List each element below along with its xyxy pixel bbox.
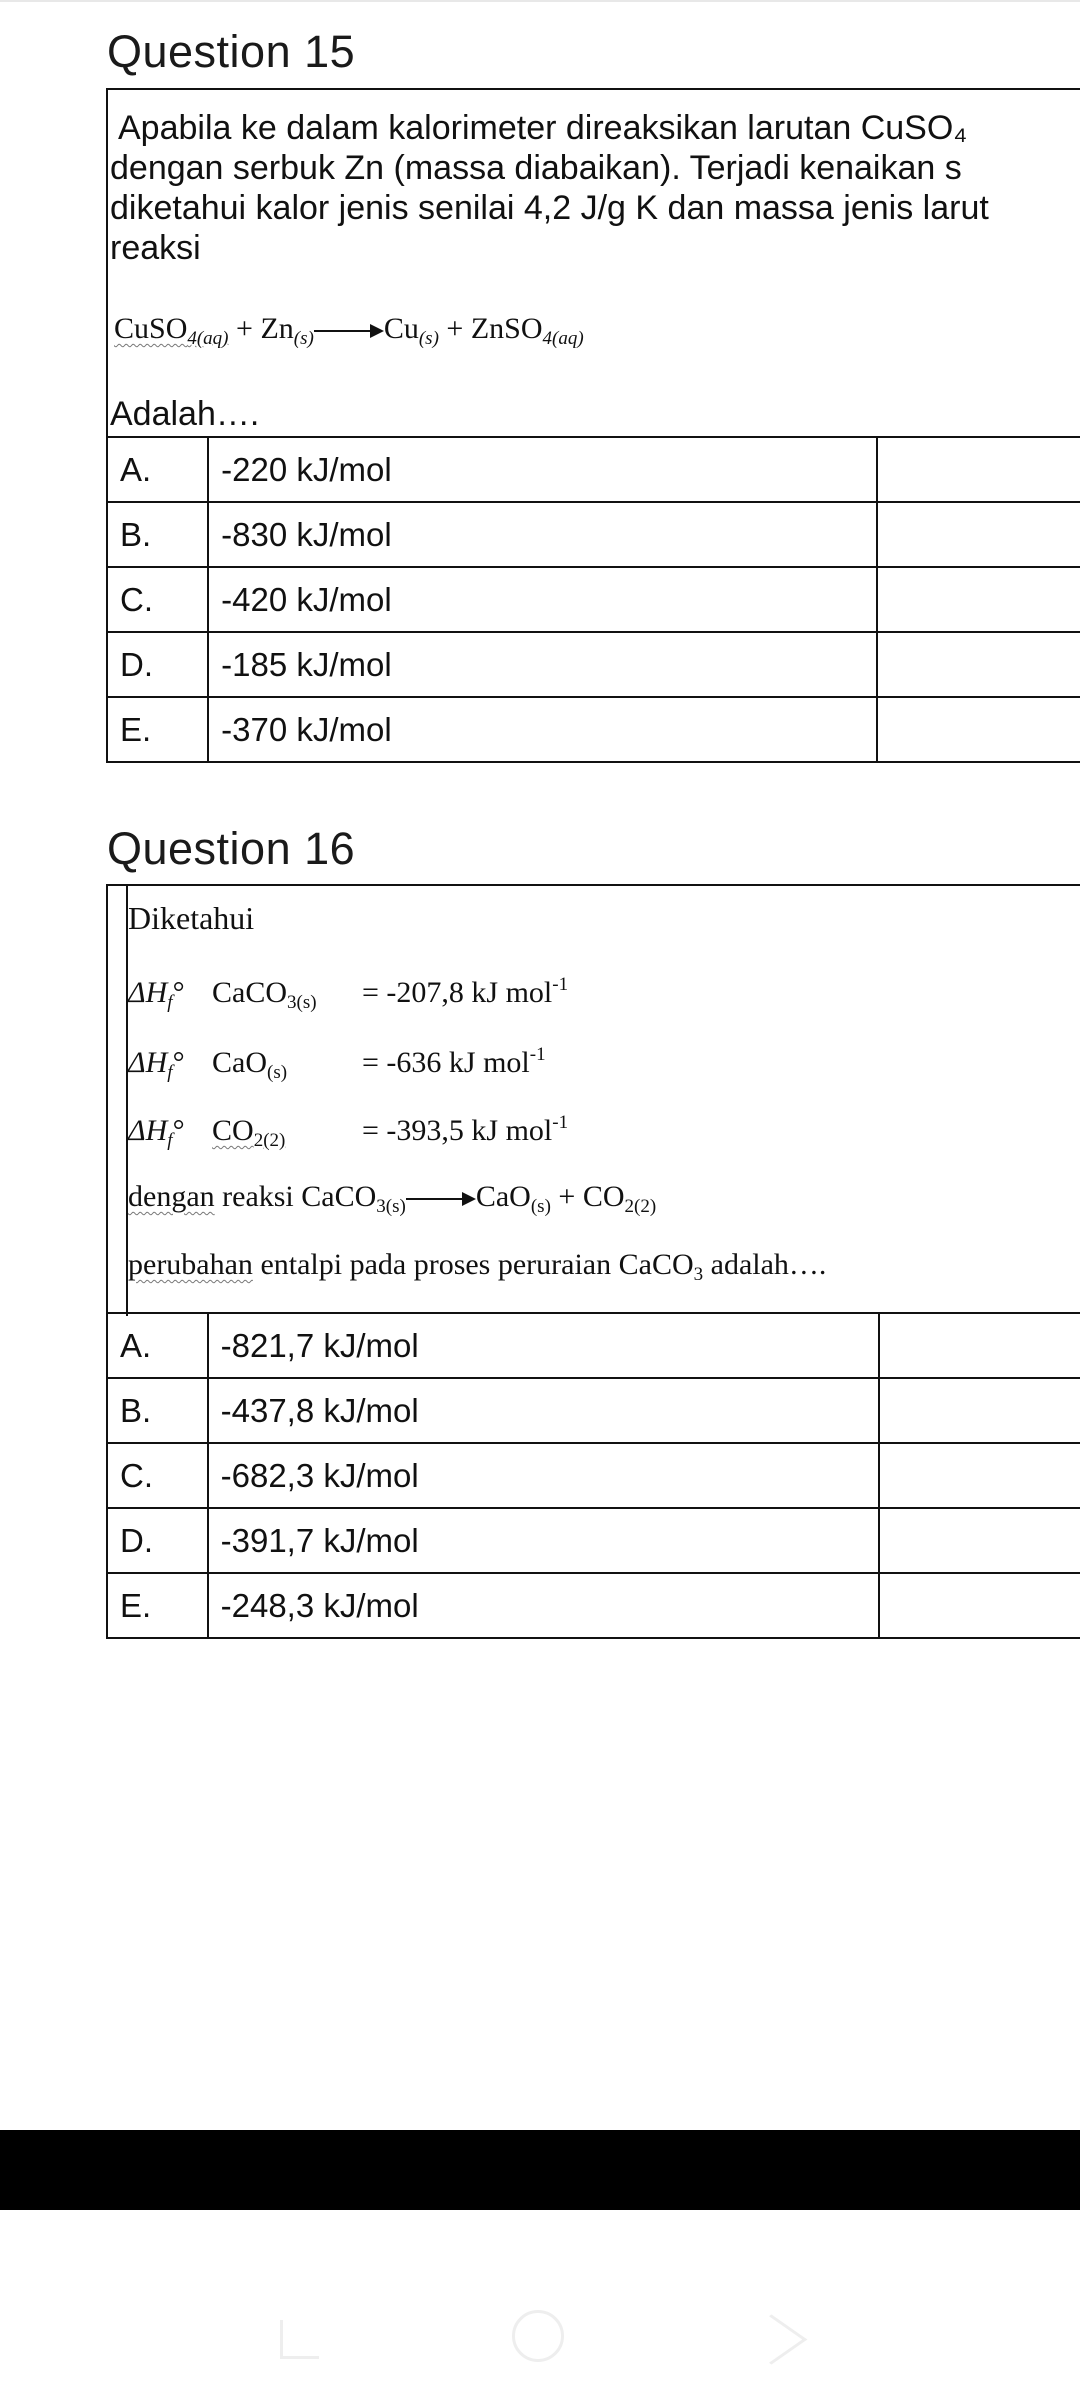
option-letter: D. — [107, 632, 208, 697]
option-letter: B. — [107, 502, 208, 567]
answer-option-row[interactable] — [107, 1573, 1080, 1638]
answer-option-row[interactable] — [107, 697, 1080, 762]
q15-options-table — [106, 436, 1080, 763]
answer-option-row[interactable] — [107, 567, 1080, 632]
option-text: -437,8 kJ/mol — [208, 1378, 879, 1443]
question-16-body — [106, 884, 1080, 1314]
question-15-title: Question 15 — [107, 26, 356, 77]
q16-enthalpy-row: $\Delta H_f^\circ$ $CO_{2(2)} = -393,5$ kJ mol$^{-1}$ — [128, 1112, 569, 1151]
q15-line-3: diketahui kalor jenis senilai 4,2 J/g K dan massa jenis larut — [110, 189, 989, 227]
option-answer-cell[interactable] — [877, 502, 1080, 567]
top-divider — [0, 0, 1080, 2]
option-answer-cell[interactable] — [879, 1573, 1080, 1638]
question-15-body — [106, 88, 1080, 438]
option-letter: C. — [107, 567, 208, 632]
q15-closing: Adalah…. — [110, 395, 260, 433]
q15-line-4: reaksi — [110, 229, 201, 267]
option-text: -370 kJ/mol — [208, 697, 877, 762]
option-answer-cell[interactable] — [879, 1378, 1080, 1443]
option-answer-cell[interactable] — [879, 1508, 1080, 1573]
q16-enthalpy-row: $\Delta H_f^\circ$ CaCO$_{3(s)}$ = -207,8 kJ mol$^{-1}$ — [128, 974, 569, 1013]
option-text: -185 kJ/mol — [208, 632, 877, 697]
option-answer-cell[interactable] — [877, 437, 1080, 502]
option-letter: A. — [107, 1313, 208, 1378]
reaction-arrow-icon — [314, 316, 384, 346]
question-16-title: Question 16 — [107, 823, 356, 874]
q15-line-2: dengan serbuk Zn (massa diabaikan). Terjadi kenaikan s — [110, 149, 962, 187]
q15-product-1: $Cu_{(s)}$ — [383, 312, 439, 349]
option-text: -391,7 kJ/mol — [208, 1508, 879, 1573]
answer-option-row[interactable] — [107, 1378, 1080, 1443]
option-letter: A. — [107, 437, 208, 502]
answer-option-row[interactable] — [107, 437, 1080, 502]
q16-enthalpy-row: $\Delta H_f^\circ$ CaO$_{(s)}$ = -636 kJ mol$^{-1}$ — [128, 1044, 546, 1083]
q15-reactant-1: CuSO$_{4(aq)}$ — [114, 312, 229, 349]
q16-reaction-line: dengan reaksi CaCO$_{3(s)}$ $CaO_{(s)} + CO_{2(2)}$ — [128, 1180, 657, 1217]
q16-question-line: perubahan entalpi pada proses peruraian CaCO$_3$ adalah…. — [128, 1248, 827, 1285]
option-text: -220 kJ/mol — [208, 437, 877, 502]
answer-option-row[interactable] — [107, 1443, 1080, 1508]
option-letter: D. — [107, 1508, 208, 1573]
black-bar — [0, 2130, 1080, 2210]
option-text: -420 kJ/mol — [208, 567, 877, 632]
q15-reaction-equation: CuSO$_{4(aq)}$ + $Zn_{(s)}$ $Cu_{(s)}$ + ZnSO$_{4(aq)}$ — [114, 312, 584, 349]
reaction-arrow-icon — [406, 1184, 476, 1214]
home-icon[interactable] — [512, 2310, 564, 2362]
answer-option-row[interactable] — [107, 1313, 1080, 1378]
option-answer-cell[interactable] — [877, 697, 1080, 762]
answer-option-row[interactable] — [107, 632, 1080, 697]
option-letter: E. — [107, 697, 208, 762]
option-text: -821,7 kJ/mol — [208, 1313, 879, 1378]
q16-intro: Diketahui — [128, 900, 255, 936]
answer-option-row[interactable] — [107, 502, 1080, 567]
navigation-bar — [0, 2210, 1080, 2400]
q16-options-table — [106, 1312, 1080, 1639]
recent-apps-icon[interactable] — [280, 2320, 319, 2359]
option-answer-cell[interactable] — [877, 632, 1080, 697]
option-text: -682,3 kJ/mol — [208, 1443, 879, 1508]
option-text: -248,3 kJ/mol — [208, 1573, 879, 1638]
option-answer-cell[interactable] — [879, 1443, 1080, 1508]
option-letter: C. — [107, 1443, 208, 1508]
q15-product-2: ZnSO$_{4(aq)}$ — [470, 312, 584, 349]
option-answer-cell[interactable] — [877, 567, 1080, 632]
option-letter: B. — [107, 1378, 208, 1443]
q15-line-1: Apabila ke dalam kalorimeter direaksikan larutan CuSO₄ — [118, 109, 968, 147]
option-letter: E. — [107, 1573, 208, 1638]
answer-option-row[interactable] — [107, 1508, 1080, 1573]
back-icon[interactable] — [736, 2314, 808, 2364]
option-answer-cell[interactable] — [879, 1313, 1080, 1378]
option-text: -830 kJ/mol — [208, 502, 877, 567]
q15-reactant-2: $Zn_{(s)}$ — [260, 312, 314, 349]
